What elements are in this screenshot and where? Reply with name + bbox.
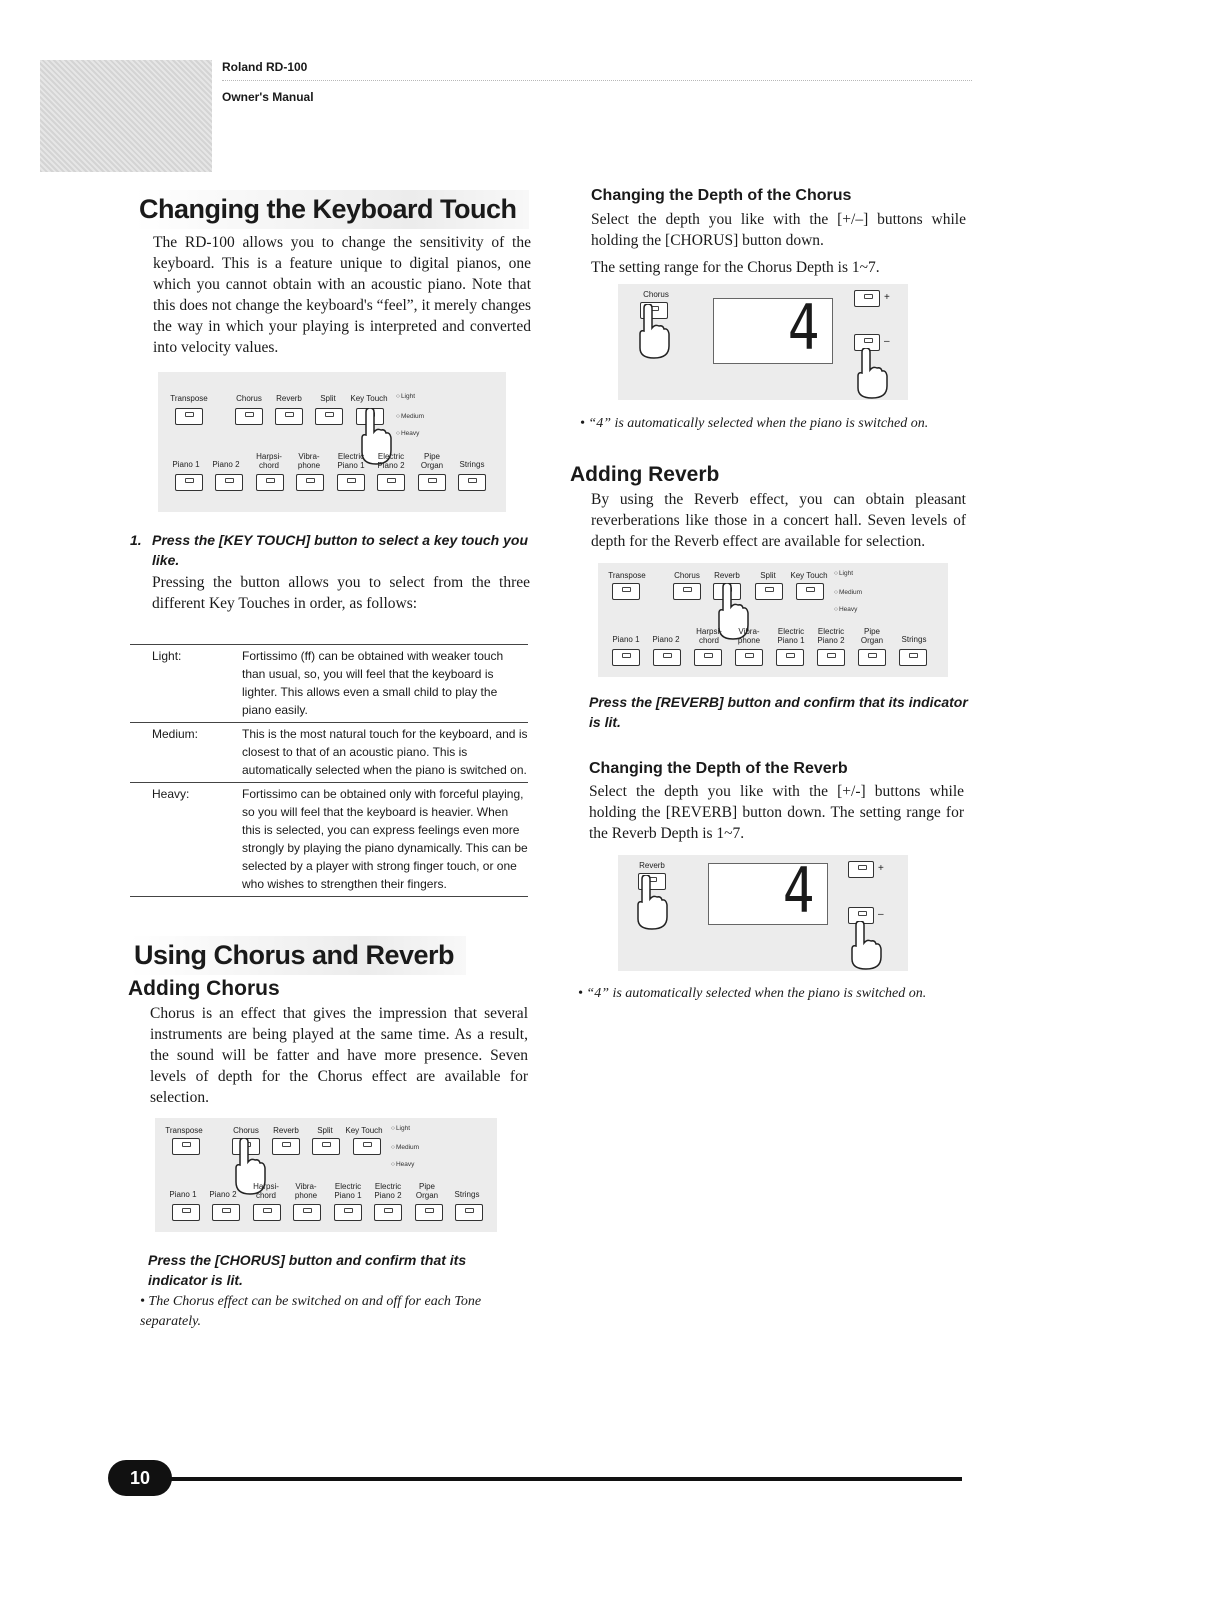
split-button	[315, 408, 343, 425]
adding-chorus-heading	[128, 977, 280, 1001]
step-body: Pressing the button allows you to select from the three different Key Touches in order, as follows:	[152, 574, 530, 612]
label-pipe-organ: Pipe Organ	[415, 1182, 439, 1200]
chorus-depth-title: Changing the Depth of the Chorus	[591, 187, 852, 204]
plus-button	[848, 861, 874, 878]
led-heavy: ○ Heavy	[391, 1161, 414, 1168]
depth-value: 4	[782, 854, 815, 927]
key-touch-table	[130, 644, 528, 897]
chorus-button	[673, 583, 701, 600]
label-piano-2: Piano 2	[212, 460, 240, 469]
adding-reverb-heading	[570, 463, 719, 487]
led-light: ○ Light	[396, 393, 415, 400]
reverb-instruction-block	[589, 692, 969, 732]
tone-button	[455, 1204, 483, 1221]
pressing-hand-icon	[634, 875, 668, 931]
touch-key: Medium:	[130, 723, 242, 783]
reverb-depth-note: • “4” is automatically selected when the piano is switched on.	[578, 986, 927, 1001]
label-key-touch: Key Touch	[790, 571, 828, 580]
table-row	[130, 783, 528, 897]
chorus-depth-diagram	[618, 284, 908, 400]
adding-chorus-title: Adding Chorus	[128, 977, 280, 1000]
reverb-depth-note-block	[578, 984, 968, 1004]
touch-intro: The RD-100 allows you to change the sensitivity of the keyboard. This is a feature unique to digital pianos, one which you cannot obtain with an acoustic piano. Note that this does not change the keyboard's “feel”, it merely changes the way in which your playing is interpreted and converted into velocity values.	[153, 234, 531, 356]
panel-diagram-chorus	[155, 1118, 497, 1232]
label-reverb: Reverb	[276, 394, 302, 403]
key-touch-button	[796, 583, 824, 600]
label-split: Split	[317, 1126, 333, 1135]
chorus-body: Chorus is an effect that gives the impression that several instruments are being played at the same time. As a result, the sound will be fatter and have more presence. Seven levels of depth for the Chorus effect are available for selection.	[150, 1005, 528, 1106]
label-chorus: Chorus	[674, 571, 700, 580]
table-row	[130, 645, 528, 723]
page-number: 10	[108, 1460, 172, 1496]
pressing-hand-icon	[848, 921, 882, 971]
label-vibraphone: Vibra- phone	[737, 627, 761, 645]
panel-diagram-reverb	[598, 563, 948, 677]
label-reverb: Reverb	[273, 1126, 299, 1135]
footer-rule	[140, 1477, 962, 1481]
label-split: Split	[320, 394, 336, 403]
touch-key: Light:	[130, 645, 242, 723]
minus-label: –	[884, 336, 890, 347]
chorus-instruction-block	[148, 1250, 528, 1290]
label-split: Split	[760, 571, 776, 580]
reverb-depth-heading	[589, 760, 848, 778]
reverb-body: By using the Reverb effect, you can obtain pleasant reverberations like those in a concert hall. Seven levels of depth for the Reverb effect are available for selection.	[591, 491, 966, 550]
touch-desc: Fortissimo (ff) can be obtained with weaker touch than usual, so, you will feel that the keyboard is lighter. This allows even a small child to play the piano easily.	[242, 645, 528, 723]
transpose-button	[172, 1138, 200, 1155]
tone-button	[415, 1204, 443, 1221]
chorus-depth-body-1: Select the depth you like with the [+/–] buttons while holding the [CHORUS] button down.	[591, 211, 966, 249]
chorus-depth-note-block	[580, 414, 970, 434]
led-medium: ○ Medium	[391, 1144, 419, 1151]
label-piano-1: Piano 1	[172, 460, 200, 469]
reverb-depth-body-block	[589, 781, 964, 844]
tone-button	[458, 474, 486, 491]
label-pipe-organ: Pipe Organ	[420, 452, 444, 470]
label-piano-2: Piano 2	[209, 1190, 237, 1199]
step-number: 1.	[130, 532, 142, 548]
depth-display	[708, 854, 828, 927]
label-electric-piano-2: Electric Piano 2	[374, 1182, 402, 1200]
tone-button	[296, 474, 324, 491]
reverb-depth-body: Select the depth you like with the [+/-] buttons while holding the [REVERB] button down. The setting range for the Reverb Depth is 1~7.	[589, 783, 964, 842]
reverb-button	[272, 1138, 300, 1155]
label-harpsichord: Harpsi- chord	[253, 1182, 279, 1200]
label-electric-piano-2: Electric Piano 2	[817, 627, 845, 645]
touch-desc: This is the most natural touch for the keyboard, and is closest to that of an acoustic piano. This is automatically selected when the piano is switched on.	[242, 723, 528, 783]
label-piano-1: Piano 1	[169, 1190, 197, 1199]
tone-button	[418, 474, 446, 491]
chorus-depth-heading	[591, 187, 851, 205]
header-gray-block	[40, 60, 212, 172]
chorus-depth-note: • “4” is automatically selected when the piano is switched on.	[580, 416, 929, 431]
tone-button	[612, 649, 640, 666]
reverb-instruction: Press the [REVERB] button and confirm that its indicator is lit.	[589, 694, 968, 730]
touch-section-heading	[135, 190, 529, 229]
transpose-button	[175, 408, 203, 425]
tone-button	[653, 649, 681, 666]
reverb-depth-diagram	[618, 855, 908, 971]
touch-title: Changing the Keyboard Touch	[135, 190, 529, 229]
label-electric-piano-1: Electric Piano 1	[337, 452, 365, 470]
tone-button	[175, 474, 203, 491]
led-light: ○ Light	[391, 1125, 410, 1132]
chorus-depth-body-2: The setting range for the Chorus Depth is 1~7.	[591, 259, 880, 276]
label-transpose: Transpose	[165, 1126, 203, 1135]
split-button	[755, 583, 783, 600]
tone-button	[899, 649, 927, 666]
touch-key: Heavy:	[130, 783, 242, 897]
label-vibraphone: Vibra- phone	[294, 1182, 318, 1200]
depth-value: 4	[787, 291, 820, 364]
chorus-body-block	[150, 1003, 528, 1108]
tone-button	[377, 474, 405, 491]
tone-button	[858, 649, 886, 666]
chorus-note: • The Chorus effect can be switched on and off for each Tone separately.	[140, 1294, 482, 1329]
transpose-button	[612, 583, 640, 600]
label-electric-piano-1: Electric Piano 1	[334, 1182, 362, 1200]
label-transpose: Transpose	[170, 394, 208, 403]
step-1	[130, 530, 530, 614]
label-chorus: Chorus	[236, 394, 262, 403]
plus-label: +	[884, 292, 890, 303]
label-strings: Strings	[454, 1190, 480, 1199]
tone-button	[334, 1204, 362, 1221]
reverb-label: Reverb	[639, 861, 665, 870]
reverb-button	[275, 408, 303, 425]
label-key-touch: Key Touch	[350, 394, 388, 403]
chorus-reverb-title: Using Chorus and Reverb	[130, 936, 466, 975]
minus-label: –	[878, 909, 884, 920]
pressing-hand-icon	[854, 348, 888, 400]
tone-button	[293, 1204, 321, 1221]
label-harpsichord: Harpsi- chord	[256, 452, 282, 470]
tone-button	[172, 1204, 200, 1221]
key-touch-button	[353, 1138, 381, 1155]
table-row	[130, 723, 528, 783]
label-harpsichord: Harpsi- chord	[696, 627, 722, 645]
chorus-depth-body-block	[591, 209, 966, 278]
reverb-depth-title: Changing the Depth of the Reverb	[589, 760, 848, 777]
tone-button	[817, 649, 845, 666]
step-instruction: Press the [KEY TOUCH] button to select a key touch you like.	[152, 532, 528, 568]
touch-intro-block	[153, 232, 531, 358]
plus-label: +	[878, 863, 884, 874]
chorus-instruction: Press the [CHORUS] button and confirm that its indicator is lit.	[148, 1252, 467, 1288]
led-heavy: ○ Heavy	[396, 430, 419, 437]
label-reverb: Reverb	[714, 571, 740, 580]
tone-button	[776, 649, 804, 666]
label-piano-2: Piano 2	[652, 635, 680, 644]
header-rule	[222, 80, 972, 81]
label-key-touch: Key Touch	[345, 1126, 383, 1135]
tone-button	[256, 474, 284, 491]
chorus-note-block	[140, 1292, 528, 1332]
label-pipe-organ: Pipe Organ	[860, 627, 884, 645]
tone-button	[694, 649, 722, 666]
label-electric-piano-2: Electric Piano 2	[377, 452, 405, 470]
led-light: ○ Light	[834, 570, 853, 577]
label-chorus: Chorus	[233, 1126, 259, 1135]
adding-reverb-title: Adding Reverb	[570, 463, 720, 486]
label-vibraphone: Vibra- phone	[297, 452, 321, 470]
label-transpose: Transpose	[608, 571, 646, 580]
chorus-button	[235, 408, 263, 425]
touch-desc: Fortissimo can be obtained only with forceful playing, so you will feel that the keyboard is heavier. When this is selected, you can express feelings even more strongly by playing the piano dynamically. This can be selected by a player with strong finger touch, or one who wishes to strengthen their fingers.	[242, 783, 528, 897]
split-button	[312, 1138, 340, 1155]
label-strings: Strings	[901, 635, 927, 644]
reverb-body-block	[591, 489, 966, 552]
panel-diagram-keytouch	[158, 372, 506, 512]
tone-button	[212, 1204, 240, 1221]
brand-label: Roland RD-100	[222, 60, 308, 74]
pressing-hand-icon	[636, 304, 670, 360]
key-touch-table-wrap	[130, 644, 528, 897]
tone-button	[735, 649, 763, 666]
tone-button	[253, 1204, 281, 1221]
led-medium: ○ Medium	[834, 589, 862, 596]
plus-button	[854, 290, 880, 307]
chorus-reverb-heading	[130, 936, 466, 975]
tone-button	[215, 474, 243, 491]
tone-button	[337, 474, 365, 491]
led-heavy: ○ Heavy	[834, 606, 857, 613]
tone-button	[374, 1204, 402, 1221]
chorus-label: Chorus	[643, 290, 669, 299]
label-piano-1: Piano 1	[612, 635, 640, 644]
depth-display	[713, 291, 833, 364]
manual-label: Owner's Manual	[222, 90, 314, 104]
label-strings: Strings	[459, 460, 485, 469]
led-medium: ○ Medium	[396, 413, 424, 420]
label-electric-piano-1: Electric Piano 1	[777, 627, 805, 645]
